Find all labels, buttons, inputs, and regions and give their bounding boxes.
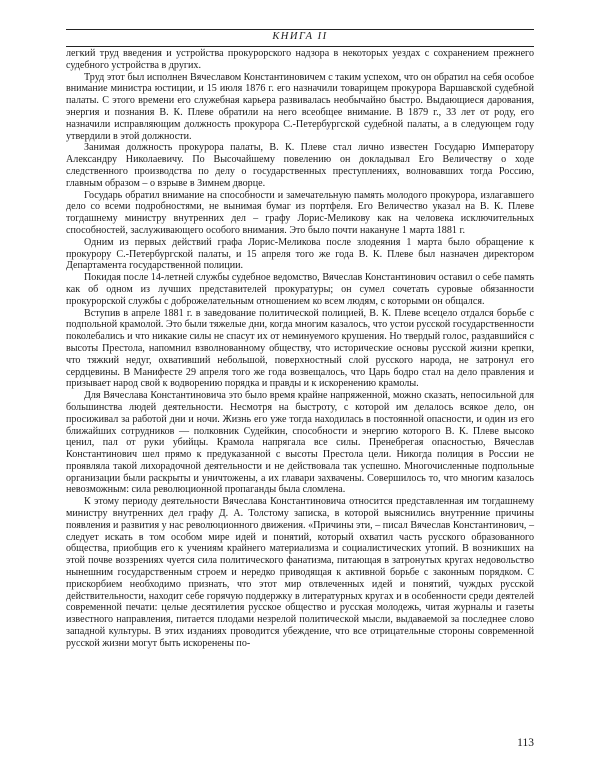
paragraph: Труд этот был исполнен Вячеславом Константиновичем с таким успехом, что он обратил на себя особое внимание министра юстиции, и 15 июля 1876 г. его назначили товарищем прокурора Варшавской судебной палаты. С этого времени его служебная карьера развивалась необычайно быстро. Выдающиеся дарования, энергия и познания В. К. Плеве обратили на него всеобщее внимание. В 1879 г., 33 лет от роду, его назначили исправляющим должность прокурора С.-Петербургской судебной палаты, а в следующем году утвердили в этой должности. bbox=[66, 71, 534, 142]
page-number: 113 bbox=[517, 737, 534, 749]
paragraph: Одним из первых действий графа Лорис-Меликова после злодеяния 1 марта было обращение к прокурору С.-Петербургской палаты, и 15 апреля того же года В. К. Плеве был назначен директором Департамента государственной полиции. bbox=[66, 236, 534, 272]
header-rule-top bbox=[66, 29, 534, 30]
paragraph: легкий труд введения и устройства прокурорского надзора в некоторых уездах с сохранением прежнего судебного устройства в других. bbox=[66, 48, 534, 71]
paragraph: Вступив в апреле 1881 г. в заведование политической полицией, В. К. Плеве всецело отдался борьбе с подпольной крамолой. Это были тяжелые дни, когда многим казалось, что устои русской государственности поколебались и что никакие силы не спасут их от неминуемого крушения. Но твердый голос, раздавшийся с высоты Престола, напомнил взволнованному обществу, что исторические основы русской жизни крепки, что тяжкий недуг, охвативший небольшой, поверхностный слой русского народа, не затронул его сердцевины. В Манифесте 29 апреля того же года возвещалось, что Царь бодро стал на дело правления и призывает народ свой к водворению порядка и правды и к искоренению крамолы. bbox=[66, 307, 534, 390]
paragraph: Покидая после 14-летней службы судебное ведомство, Вячеслав Константинович оставил о себе память как об одном из лучших представителей прокуратуры; он сумел сочетать суровые обязанности прокурорской службы с доброжелательным отношением ко всем людям, с которыми он общался. bbox=[66, 272, 534, 307]
paragraph: Для Вячеслава Константиновича это было время крайне напряженной, можно сказать, непосильной для большинства людей деятельности. Несмотря на быстроту, с которой им делалось всякое дело, он просиживал за работой дни и ночи. Жизнь его уже тогда находилась в постоянной опасности, и один из его ближайших сотрудников — полковник Судейкин, способности и энергию которого В. К. Плеве высоко ценил, пал от руки убийцы. Крамола напрягала все силы. Пренебрегая опасностью, Вячеслав Константинович шел прямо к предуказанной с высоты Престола цели. Никогда полиция в России не проявляла такой лихорадочной деятельности и не действовала так успешно. Многочисленные подпольные организации были раскрыты и уничтожены, а их главари захвачены. Совершилось то, что многим казалось невозможным: сила революционной пропаганды была сломлена. bbox=[66, 390, 534, 496]
body-text bbox=[66, 48, 534, 650]
paragraph: К этому периоду деятельности Вячеслава Константиновича относится представленная им тогдашнему министру внутренних дел графу Д. А. Толстому записка, в которой выяснились внутренние причины появления и развития у нас революционного движения. «Причины эти, – писал Вячеслав Константинович, – следует искать в том особом мире идей и понятий, который охватил часть русского образованного общества, приобщив его к учениям крайнего материализма и социалистических утопий. В возникших на этой почве воззрениях чуется сила политического фанатизма, питающая в затронутых кругах недовольство нынешним государственным строем и нередко приводящая к активной борьбе с законным порядком. С прискорбием необходимо признать, что этот мир отвлеченных идей и понятий, чуждых русской действительности, находит себе горячую поддержку в литературных кругах и в особенности среди деятелей современной печати: целые десятилетия русское общество и русская молодежь, читая журналы и газеты известного направления, питается плодами незрелой политической мысли, выдаваемой за последнее слово западной культуры. В этих изданиях проводится убеждение, что все отрицательные стороны современной русской жизни могут быть искоренены по- bbox=[66, 496, 534, 649]
running-header: КНИГА II bbox=[272, 31, 328, 42]
paragraph: Государь обратил внимание на способности и замечательную память молодого прокурора, излагавшего дело со всеми подробностями, не вынимая бумаг из портфеля. Его Величество указал на В. К. Плеве тогдашнему министру внутренних дел – графу Лорис-Меликову как на человека исключительных способностей, заслуживающего особого внимания. Это было почти накануне 1 марта 1881 г. bbox=[66, 189, 534, 236]
header-rule-bottom bbox=[66, 46, 534, 47]
paragraph: Занимая должность прокурора палаты, В. К. Плеве стал лично известен Государю Императору Александру Николаевичу. По Высочайшему повелению он докладывал Его Величеству о ходе следственного производства по делу о государственных преступлениях, волновавших тогда Россию, главным образом – о взрыве в Зимнем дворце. bbox=[66, 142, 534, 189]
